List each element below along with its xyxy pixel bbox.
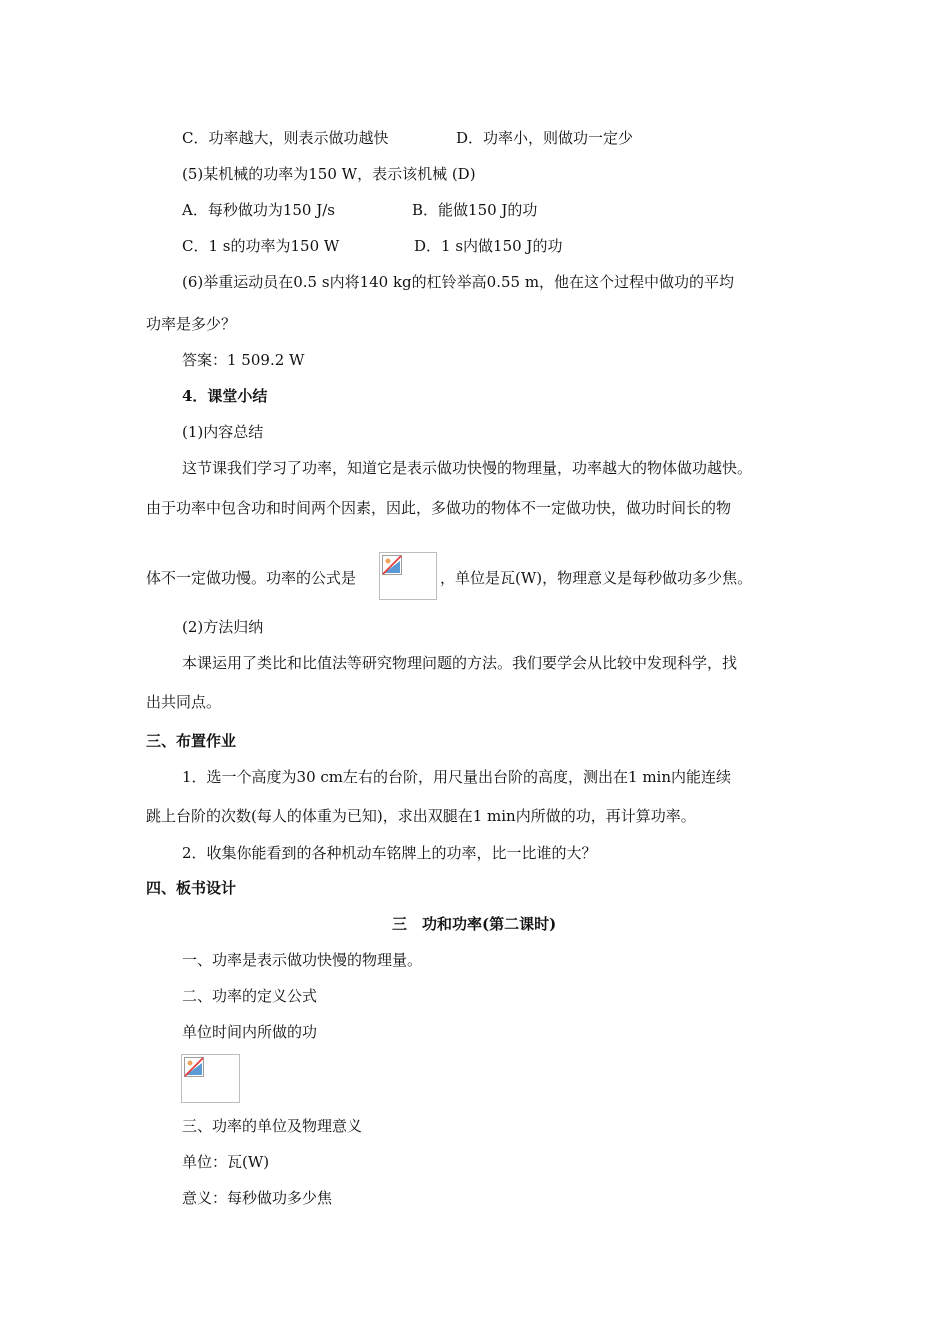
board-heading: 四、板书设计 — [146, 879, 237, 897]
formula-image-1 — [379, 552, 437, 600]
homework-item1-line1: 1．选一个高度为30 cm左右的台阶，用尺量出台阶的高度，测出在1 min内能连续 — [182, 768, 732, 786]
q5-option-b: B．能做150 J的功 — [412, 201, 538, 219]
homework-item2: 2．收集你能看到的各种机动车铭牌上的功率，比一比谁的大？ — [182, 844, 597, 862]
board-title: 三 功和功率(第二课时) — [392, 915, 557, 933]
q5-option-c: C．1 s的功率为150 W — [182, 237, 340, 255]
q5-option-d: D．1 s内做150 J的功 — [414, 237, 563, 255]
section4-sub1: (1)内容总结 — [182, 423, 264, 441]
formula-image-2 — [181, 1054, 240, 1103]
section4-sub2: (2)方法归纳 — [182, 618, 264, 636]
summary-line3-a: 体不一定做功慢。功率的公式是 — [146, 569, 357, 587]
method-line2: 出共同点。 — [146, 693, 222, 711]
board-line2: 二、功率的定义公式 — [182, 987, 318, 1005]
summary-line3-b: ，单位是瓦(W)，物理意义是每秒做功多少焦。 — [440, 569, 753, 587]
summary-line2: 由于功率中包含功和时间两个因素，因此，多做功的物体不一定做功快，做功时间长的物 — [146, 499, 732, 517]
board-line6: 意义：每秒做功多少焦 — [182, 1189, 333, 1207]
homework-item1-line2: 跳上台阶的次数(每人的体重为已知)，求出双腿在1 min内所做的功，再计算功率。 — [146, 807, 696, 825]
q4-option-d: D．功率小，则做功一定少 — [456, 129, 634, 147]
board-line5: 单位：瓦(W) — [182, 1153, 270, 1171]
broken-image-icon — [382, 555, 402, 575]
summary-line1: 这节课我们学习了功率，知道它是表示做功快慢的物理量，功率越大的物体做功越快。 — [182, 459, 753, 477]
q6-line2: 功率是多少？ — [146, 315, 237, 333]
q6-line1: (6)举重运动员在0.5 s内将140 kg的杠铃举高0.55 m，他在这个过程中做功的平均 — [182, 273, 735, 291]
q5-option-a: A．每秒做功为150 J/s — [182, 201, 335, 219]
board-line1: 一、功率是表示做功快慢的物理量。 — [182, 951, 423, 969]
q6-answer: 答案：1 509.2 W — [182, 351, 305, 369]
q5-stem: (5)某机械的功率为150 W，表示该机械 (D) — [182, 165, 476, 183]
homework-heading: 三、布置作业 — [146, 732, 237, 750]
q4-option-c: C．功率越大，则表示做功越快 — [182, 129, 389, 147]
board-line3: 单位时间内所做的功 — [182, 1023, 318, 1041]
method-line1: 本课运用了类比和比值法等研究物理问题的方法。我们要学会从比较中发现科学，找 — [182, 654, 738, 672]
broken-image-icon — [184, 1057, 204, 1077]
board-line4: 三、功率的单位及物理意义 — [182, 1117, 363, 1135]
section4-heading: 4．课堂小结 — [182, 387, 268, 405]
